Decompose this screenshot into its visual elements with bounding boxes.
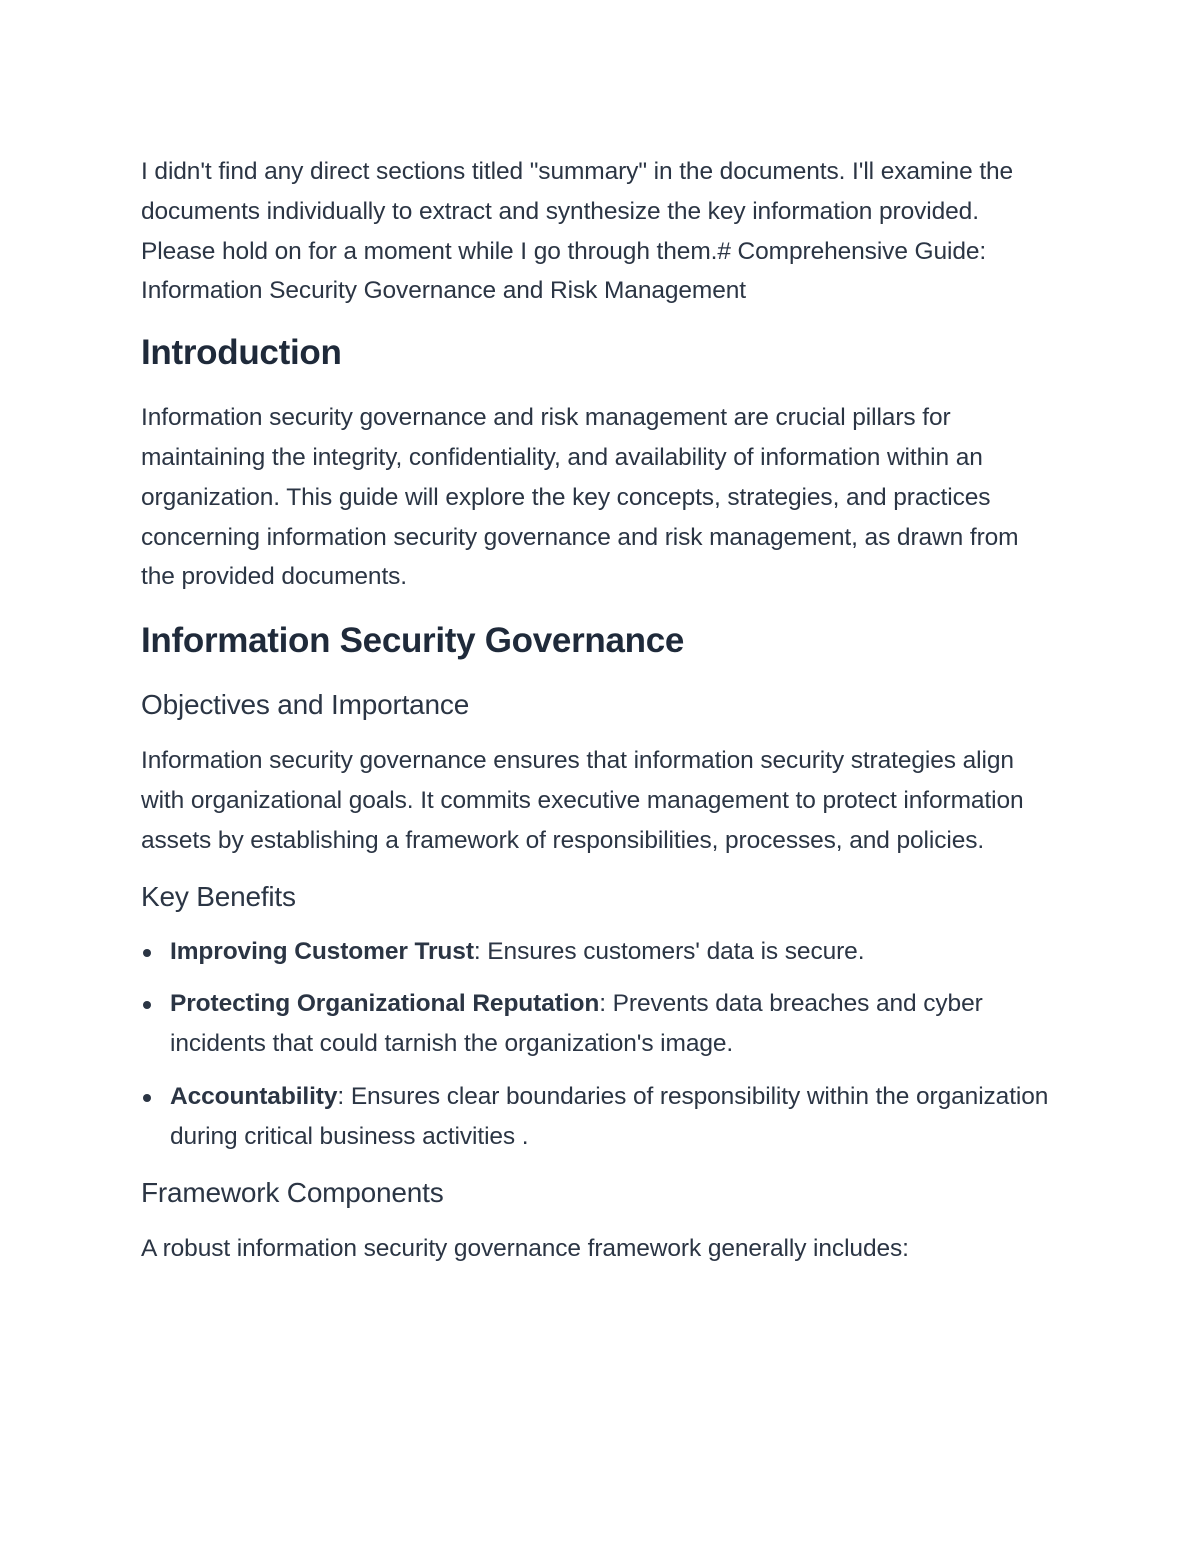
introduction-text: Information security governance and risk management are crucial pillars for maintaining the integrity, confidentiality, and availability of information within an organization. This guide will explore the key concepts, strategies, and practices concerning information security governance and risk management, as drawn from the provided documents. — [141, 404, 1019, 591]
objectives-text: Information security governance ensures that information security strategies align with organizational goals. It commits executive management to protect information assets by establishing a framework of responsibilities, processes, and policies. — [141, 747, 1024, 854]
benefit-term: Protecting Organizational Reputation — [170, 990, 600, 1018]
bullet-icon — [143, 949, 151, 957]
benefit-item-reputation — [141, 984, 1061, 1064]
framework-text: A robust information security governance framework generally includes: — [141, 1234, 909, 1262]
objectives-heading: Objectives and Importance — [141, 689, 470, 721]
benefit-item-customer-trust — [141, 932, 1061, 972]
framework-heading: Framework Components — [141, 1176, 444, 1208]
benefit-term: Accountability — [170, 1082, 338, 1110]
benefit-item-accountability — [141, 1077, 1061, 1157]
key-benefits-list — [141, 932, 1061, 1157]
benefit-text: : Prevents data breaches and cyber incidents that could tarnish the organization's image. — [170, 990, 983, 1058]
key-benefits-heading: Key Benefits — [141, 880, 296, 912]
benefit-text: : Ensures clear boundaries of responsibility within the organization during critical business activities . — [170, 1082, 1049, 1150]
governance-heading: Information Security Governance — [141, 621, 685, 661]
benefit-term: Improving Customer Trust — [170, 937, 474, 965]
introduction-heading: Introduction — [141, 333, 342, 373]
bullet-icon — [143, 1094, 151, 1102]
bullet-icon — [143, 1001, 151, 1009]
intro-paragraph: I didn't find any direct sections titled "summary" in the documents. I'll examine the documents individually to extract and synthesize the key information provided. Please hold on for a moment while I go through them.# Comprehensive Guide: Information Security Governance and Risk Management — [141, 158, 1014, 305]
document-page — [141, 152, 1061, 1268]
benefit-text: : Ensures customers' data is secure. — [473, 937, 865, 965]
